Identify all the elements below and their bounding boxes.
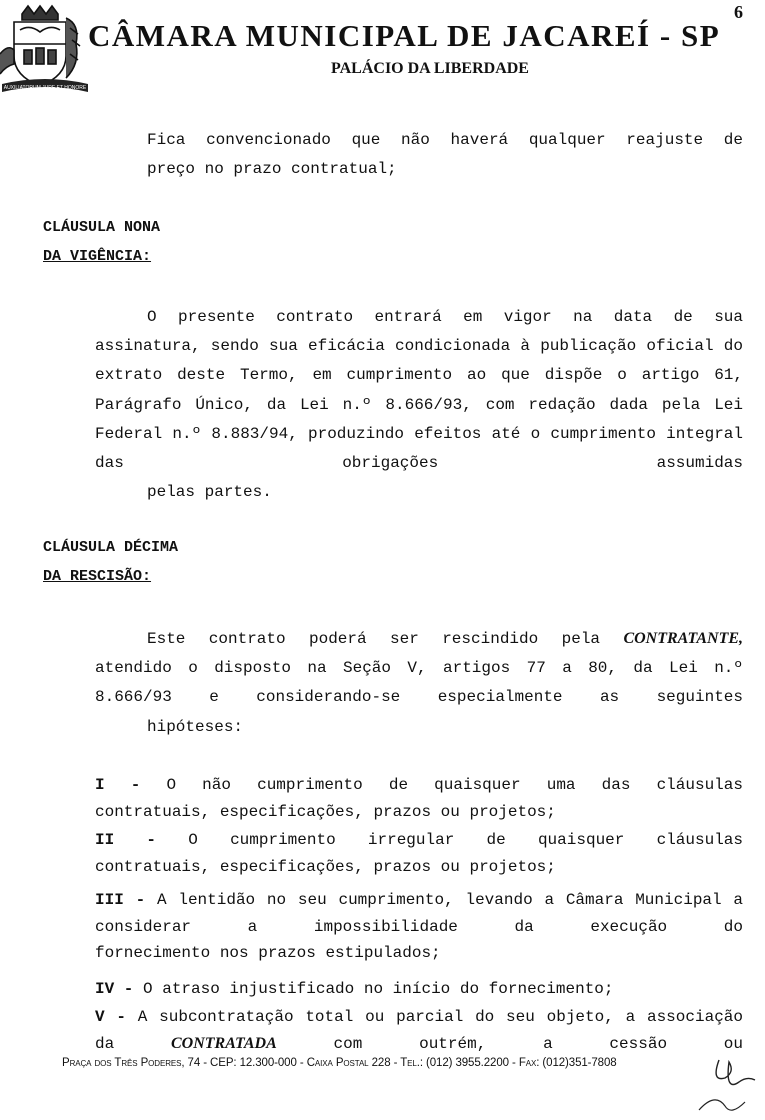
page-title: CÂMARA MUNICIPAL DE JACAREÍ - SP xyxy=(88,18,721,53)
municipal-crest-icon xyxy=(0,4,90,96)
clause-subheading-vigencia: DA VIGÊNCIA: xyxy=(43,248,152,265)
svg-text:AUXILIATORUM JURE ET HONORE: AUXILIATORUM JURE ET HONORE xyxy=(3,85,87,91)
list-item: IV - O atraso injustificado no início do fornecimento; xyxy=(95,980,614,998)
rescisao-paragraph: Este contrato poderá ser rescindido pela CONTRATANTE, atendido o disposto na Seção V, artigos 77 a 80, da Lei n.º 8.666/93 e considerando-se especialmente as seguintes hipóteses: xyxy=(95,630,744,736)
list-item: V - A subcontratação total ou parcial do seu objeto, a associação da CONTRATADA com outrém, a cessão ou xyxy=(95,1008,743,1053)
page-subtitle: PALÁCIO DA LIBERDADE xyxy=(331,60,529,77)
list-item: I - O não cumprimento de quaisquer uma das cláusulas contratuais, especificações, prazos ou projetos; xyxy=(95,776,743,821)
contratante-term: CONTRATANTE, xyxy=(623,630,744,647)
contratada-term: CONTRATADA xyxy=(170,1034,277,1052)
signature-initials-icon xyxy=(695,1052,765,1120)
list-item: III - A lentidão no seu cumprimento, levando a Câmara Municipal a considerar a impossibilidade da execução do fornecimento nos prazos estipulados; xyxy=(95,891,743,962)
footer-address: Praça dos Três Poderes, 74 - CEP: 12.300-000 - Caixa Postal 228 - Tel.: (012) 3955.2200 - Fax: (012)351-7808 xyxy=(62,1057,617,1069)
vigencia-paragraph: O presente contrato entrará em vigor na data de sua assinatura, sendo sua eficácia condicionada à publicação oficial do extrato deste Termo, em cumprimento ao que dispõe o artigo 61, Parágrafo Único, da Lei n.º 8.666/93, com redação dada pela Lei Federal n.º 8.883/94, produzindo efeitos até o cumprimento integral das obrigações assumidas pelas partes. xyxy=(95,308,743,502)
intro-paragraph: Fica convencionado que não haverá qualquer reajuste de preço no prazo contratual; xyxy=(147,131,743,179)
clause-heading-decima: CLÁUSULA DÉCIMA DA RESCISÃO: xyxy=(43,533,178,591)
clause-heading-nona: CLÁUSULA NONA DA VIGÊNCIA: xyxy=(43,213,160,271)
list-item: II - O cumprimento irregular de quaisquer cláusulas contratuais, especificações, prazos ou projetos; xyxy=(95,831,744,876)
clause-subheading-rescisao: DA RESCISÃO: xyxy=(43,568,152,585)
page-number: 6 xyxy=(734,2,743,22)
